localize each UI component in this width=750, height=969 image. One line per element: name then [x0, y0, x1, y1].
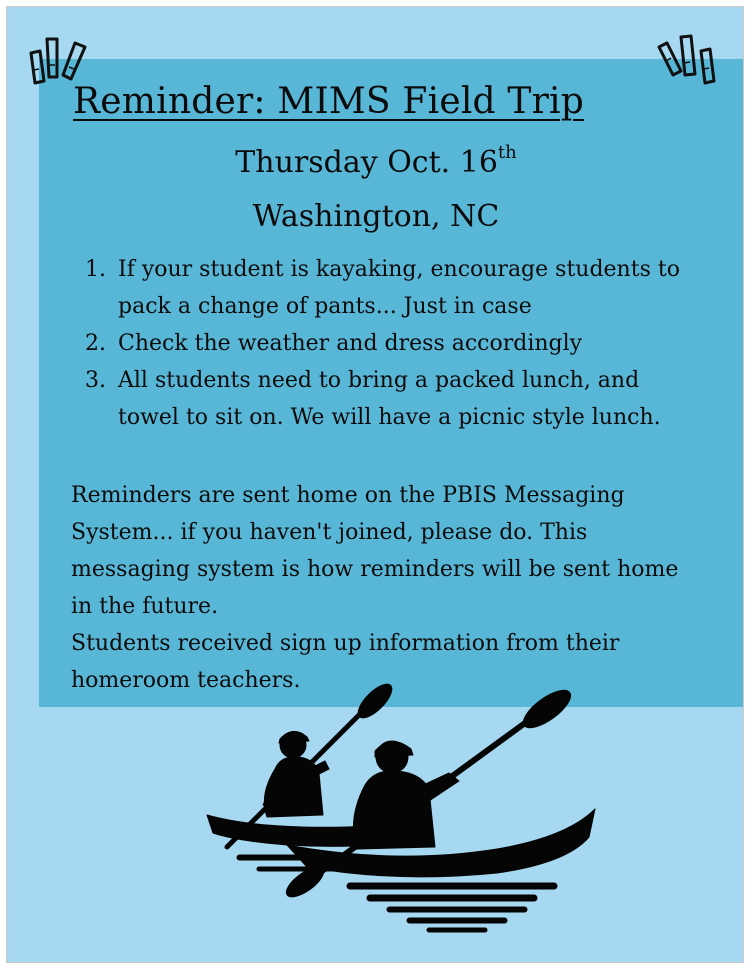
checklist-item-text: If your student is kayaking, encourage students to pack a change of pants... Just in case: [118, 257, 680, 319]
checklist-item-number: 2.: [85, 331, 106, 356]
flyer-page: [6, 6, 744, 963]
checklist-item-number: 1.: [85, 257, 106, 282]
checklist-item: [85, 325, 705, 362]
trip-date-text: Thursday Oct. 16: [235, 145, 498, 180]
checklist-item-text: Check the weather and dress accordingly: [118, 331, 583, 356]
checklist-item: [85, 251, 705, 325]
trip-date: [7, 142, 744, 180]
trip-date-suffix: th: [497, 142, 517, 163]
reminder-checklist: [85, 251, 705, 436]
sparkle-burst-icon: [649, 25, 719, 105]
flyer-title: Reminder: MIMS Field Trip: [73, 81, 585, 122]
checklist-item-number: 3.: [85, 368, 106, 393]
notice-paragraph: Reminders are sent home on the PBIS Messaging System... if you haven't joined, please do. This messaging system is how reminders will be sent home in the future.: [71, 483, 679, 619]
messaging-notice: [71, 477, 681, 699]
checklist-item: [85, 362, 705, 436]
checklist-item-text: All students need to bring a packed lunch, and towel to sit on. We will have a picnic style lunch.: [118, 368, 661, 430]
kayakers-silhouette-illustration: [197, 677, 597, 937]
trip-location: Washington, NC: [252, 199, 500, 234]
notice-paragraph: Students received sign up information from their homeroom teachers.: [71, 631, 620, 693]
